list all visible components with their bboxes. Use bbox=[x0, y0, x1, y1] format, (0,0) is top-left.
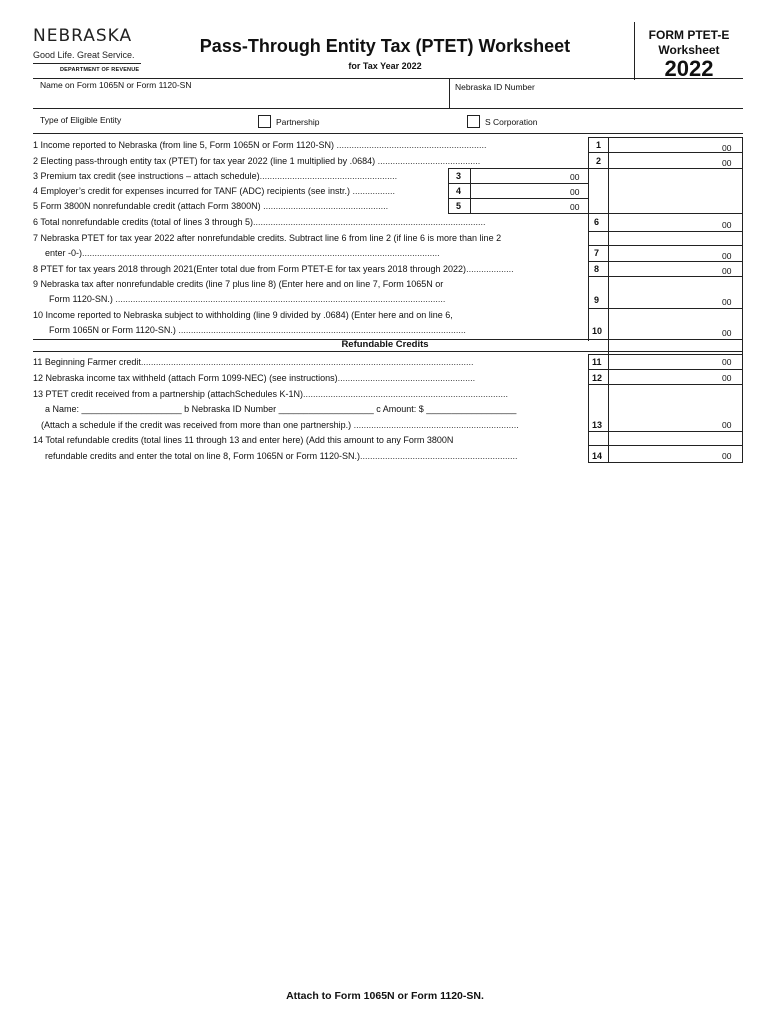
line-13-id-field[interactable] bbox=[302, 402, 410, 414]
line-8-number: 8 bbox=[594, 264, 600, 274]
partnership-label: Partnership bbox=[276, 117, 320, 127]
line-12-amount[interactable] bbox=[610, 370, 720, 383]
line-12-text: 12 Nebraska income tax withheld (attach Form 1099-NEC) (see instructions)....................................................... bbox=[33, 373, 476, 383]
line-7-cents: 00 bbox=[722, 251, 732, 261]
line-10-text: 10 Income reported to Nebraska subject to withholding (line 9 divided by .0684) (Enter here and on line 6, bbox=[33, 310, 453, 320]
grid-line bbox=[588, 354, 589, 463]
line-5-cents: 00 bbox=[570, 202, 580, 212]
line-14-text: 14 Total refundable credits (total lines 11 through 13 and enter here) (Add this amount to any Form 3800N bbox=[33, 435, 454, 445]
grid-line bbox=[588, 276, 743, 277]
line-6-amount[interactable] bbox=[610, 214, 720, 230]
s-corporation-checkbox[interactable] bbox=[467, 115, 480, 128]
line-10-cents: 00 bbox=[722, 328, 732, 338]
agency-department: DEPARTMENT OF REVENUE bbox=[60, 67, 140, 73]
form-year: 2022 bbox=[664, 56, 714, 81]
line-8-amount[interactable] bbox=[610, 262, 720, 275]
grid-line bbox=[448, 168, 449, 213]
line-7-amount[interactable] bbox=[610, 246, 720, 260]
line-10-text-cont: Form 1065N or Form 1120-SN.) ................................................................................................................... bbox=[49, 325, 466, 335]
form-title: Pass-Through Entity Tax (PTET) Worksheet bbox=[199, 36, 571, 56]
line-9-cents: 00 bbox=[722, 297, 732, 307]
grid-line bbox=[588, 308, 743, 309]
name-row-rule bbox=[33, 108, 743, 109]
partnership-checkbox[interactable] bbox=[258, 115, 271, 128]
line-5-text: 5 Form 3800N nonrefundable credit (attach Form 3800N) .................................................. bbox=[33, 201, 389, 211]
logo-divider bbox=[33, 63, 141, 64]
line-4-text: 4 Employer’s credit for expenses incurred for TANF (ADC) recipients (see instr.) ................. bbox=[33, 186, 395, 196]
line-5-amount[interactable] bbox=[472, 199, 568, 212]
line-14-number: 14 bbox=[592, 451, 603, 461]
line-11-amount[interactable] bbox=[610, 355, 720, 368]
form-id-box bbox=[634, 22, 743, 80]
line-9-number: 9 bbox=[594, 295, 600, 305]
line-14-cents: 00 bbox=[722, 451, 732, 461]
name-field[interactable] bbox=[36, 92, 444, 106]
id-field-divider bbox=[449, 78, 450, 108]
line-11-cents: 00 bbox=[722, 357, 732, 367]
line-8-text: 8 PTET for tax years 2018 through 2021(Enter total due from Form PTET-E for tax years 2018 through 2022)................... bbox=[33, 264, 514, 274]
line-9-text: 9 Nebraska tax after nonrefundable credits (line 7 plus line 8) (Enter here and on line 7, Form 1065N or bbox=[33, 279, 444, 289]
line-1-number: 1 bbox=[596, 140, 602, 150]
nebraska-id-field[interactable] bbox=[455, 94, 740, 106]
form-type: Worksheet bbox=[658, 43, 720, 57]
line-6-text: 6 Total nonrefundable credits (total of lines 3 through 5)............................................................................................. bbox=[33, 217, 486, 227]
grid-line bbox=[588, 213, 589, 341]
grid-line bbox=[448, 213, 588, 214]
line-7-text-cont: enter -0-)............................................................................................................................................... bbox=[45, 248, 440, 258]
line-12-number: 12 bbox=[592, 373, 603, 383]
grid-line bbox=[742, 137, 743, 463]
line-3-text: 3 Premium tax credit (see instructions – attach schedule)....................................................... bbox=[33, 171, 398, 181]
id-field-label: Nebraska ID Number bbox=[455, 82, 535, 92]
entity-row-rule bbox=[33, 133, 743, 134]
line-9-amount[interactable] bbox=[610, 278, 720, 307]
agency-logo-wordmark: NEBRASKA bbox=[33, 26, 133, 46]
form-subtitle: for Tax Year 2022 bbox=[348, 61, 422, 71]
grid-line bbox=[608, 137, 609, 463]
line-1-text: 1 Income reported to Nebraska (from line 5, Form 1065N or Form 1120-SN) ............................................................ bbox=[33, 140, 487, 150]
line-13-amount[interactable] bbox=[610, 385, 720, 430]
line-5-number: 5 bbox=[456, 201, 462, 211]
line-13-name-field[interactable] bbox=[88, 402, 193, 414]
grid-line bbox=[588, 431, 743, 432]
header-rule bbox=[33, 78, 743, 79]
line-2-cents: 00 bbox=[722, 158, 732, 168]
agency-logo-tagline: Good Life. Great Service. bbox=[33, 50, 135, 60]
line-2-text: 2 Electing pass-through entity tax (PTET) for tax year 2022 (line 1 multiplied by .0684) ......................................... bbox=[33, 156, 481, 166]
entity-type-label: Type of Eligible Entity bbox=[40, 115, 122, 125]
grid-line bbox=[588, 168, 589, 213]
attach-instruction: Attach to Form 1065N or Form 1120-SN. bbox=[286, 990, 484, 1002]
line-4-cents: 00 bbox=[570, 187, 580, 197]
line-7-text: 7 Nebraska PTET for tax year 2022 after nonrefundable credits. Subtract line 6 from line 2 (if line 6 is more than line 2 bbox=[33, 233, 502, 243]
line-1-cents: 00 bbox=[722, 143, 732, 153]
line-8-cents: 00 bbox=[722, 266, 732, 276]
line-3-cents: 00 bbox=[570, 172, 580, 182]
line-2-amount[interactable] bbox=[610, 153, 720, 167]
line-1-amount[interactable] bbox=[610, 138, 720, 151]
line-13-cents: 00 bbox=[722, 420, 732, 430]
line-7-number: 7 bbox=[594, 248, 600, 258]
grid-line bbox=[470, 168, 471, 213]
line-13-note: (Attach a schedule if the credit was received from more than one partnership.) .................................................................. bbox=[41, 420, 519, 430]
line-3-number: 3 bbox=[456, 171, 462, 181]
form-id: FORM PTET-E bbox=[648, 28, 730, 42]
line-14-text-cont: refundable credits and enter the total on line 8, Form 1065N or Form 1120-SN.)............................................................... bbox=[45, 451, 518, 461]
line-2-number: 2 bbox=[596, 156, 602, 166]
s-corporation-label: S Corporation bbox=[485, 117, 538, 127]
refundable-bottom-rule bbox=[33, 351, 743, 352]
line-13-text: 13 PTET credit received from a partnership (attachSchedules K-1N).................................................................................. bbox=[33, 389, 509, 399]
line-14-amount[interactable] bbox=[610, 446, 720, 461]
line-4-amount[interactable] bbox=[472, 184, 568, 197]
line-10-amount[interactable] bbox=[610, 310, 720, 338]
line-13-number: 13 bbox=[592, 420, 603, 430]
line-11-number: 11 bbox=[592, 357, 602, 367]
line-9-text-cont: Form 1120-SN.) .................................................................................................................................... bbox=[49, 294, 446, 304]
line-6-cents: 00 bbox=[722, 220, 732, 230]
grid-line bbox=[588, 231, 743, 232]
line-10-number: 10 bbox=[592, 326, 603, 336]
line-3-amount[interactable] bbox=[472, 169, 568, 182]
line-11-text: 11 Beginning Farmer credit..................................................................................................................................... bbox=[33, 357, 474, 367]
grid-line bbox=[588, 462, 743, 463]
line-13-amount-field[interactable] bbox=[478, 402, 575, 414]
line-13-subfields: a Name: ____________________ b Nebraska ID Number ___________________ c Amount: $ __________________ bbox=[45, 404, 517, 414]
line-4-number: 4 bbox=[456, 186, 462, 196]
name-field-label: Name on Form 1065N or Form 1120-SN bbox=[40, 80, 192, 90]
refundable-credits-heading: Refundable Credits bbox=[341, 339, 429, 350]
line-6-number: 6 bbox=[594, 217, 600, 227]
line-12-cents: 00 bbox=[722, 373, 732, 383]
grid-line bbox=[588, 168, 743, 169]
